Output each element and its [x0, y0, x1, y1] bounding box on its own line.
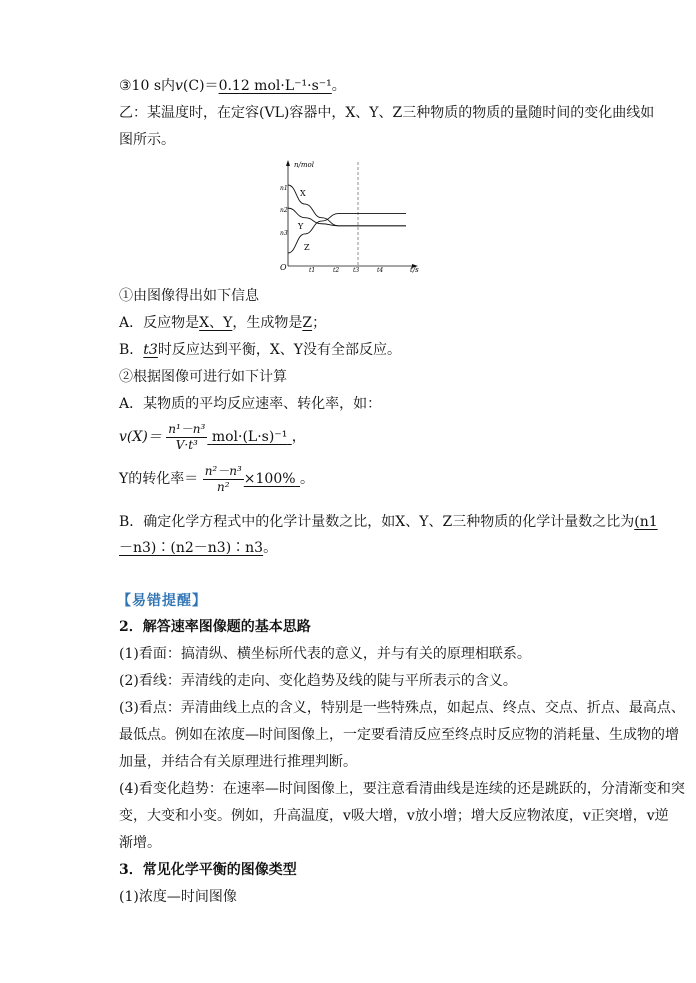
x-axis-label: t/s: [410, 266, 419, 273]
equilibrium-line: B．t3时反应达到平衡，X、Y没有全部反应。: [119, 342, 402, 358]
step-2: (2)看线：弄清线的走向、变化趋势及线的陡与平所表示的含义。: [119, 673, 517, 689]
answer-reactants: X、Y: [199, 315, 233, 331]
vx-fraction: $\frac{\text{n¹－n³}}{\text{V·t³}}$: [168, 421, 206, 452]
info-heading: ①由图像得出如下信息: [119, 288, 259, 304]
y-conversion-formula: Y的转化率＝ $\frac{\text{n²－n³}}{\text{n²}}$ ×100% 。: [119, 463, 315, 494]
step-3: (3)看点：弄清曲线上点的含义，特别是一些特殊点，如起点、终点、交点、折点、最高点、: [119, 700, 685, 716]
series-label-y: Y: [298, 222, 304, 231]
y-tick-n2: n2: [280, 207, 288, 214]
rate-c-line: ③10 s内v(C)＝0.12 mol·L⁻¹·s⁻¹。: [119, 78, 346, 94]
x-tick-t1: t1: [309, 267, 316, 273]
calc-a: A．某物质的平均反应速率、转化率，如：: [119, 396, 382, 412]
step-4-cont-1: 变，大变和小变。例如，升高温度，v吸大增，v放小增；增大反应物浓度，v正突增，v逆: [119, 808, 669, 824]
series-label-x: X: [300, 189, 306, 198]
step-3-cont-2: 加量，并结合有关原理进行推理判断。: [119, 754, 357, 770]
answer-t3: t3: [143, 342, 158, 358]
calc-heading: ②根据图像可进行如下计算: [119, 369, 287, 385]
x-tick-t2: t2: [333, 267, 340, 273]
paragraph-yi: 乙：某温度时，在定容(VL)容器中，X、Y、Z三种物质的物质的量随时间的变化曲线如: [119, 105, 655, 121]
step-4-cont-2: 渐增。: [119, 835, 161, 851]
origin-label: O: [280, 263, 287, 272]
series-y-curve: [288, 208, 406, 226]
answer-blank: 0.12 mol·L⁻¹·s⁻¹: [218, 78, 332, 94]
section-heading-2: 2．解答速率图像题的基本思路: [119, 619, 311, 635]
x-tick-t3: t3: [353, 267, 360, 273]
coefficient-ratio-line: B．确定化学方程式中的化学计量数之比，如X、Y、Z三种物质的化学计量数之比为(n1: [119, 514, 658, 530]
step-4: (4)看变化趋势：在速率—时间图像上，要注意看清曲线是连续的还是跳跃的，分清渐变和突: [119, 781, 685, 797]
y-conversion-answer: $\frac{\text{n²－n³}}{\text{n²}}$ ×100%: [204, 463, 296, 494]
reactant-line: A．反应物是X、Y，生成物是Z；: [119, 315, 327, 331]
step-1: (1)看面：搞清纵、横坐标所代表的意义，并与有关的原理相联系。: [119, 646, 531, 662]
step-3-cont-1: 最低点。例如在浓度—时间图像上，一定要看清反应至终点时反应物的消耗量、生成物的增: [119, 727, 679, 743]
error-reminder-label: 【易错提醒】: [117, 593, 207, 609]
y-axis-label: n/mol: [294, 161, 314, 169]
concentration-time-chart: [278, 158, 428, 273]
y-conversion-fraction: $\frac{\text{n²－n³}}{\text{n²}}$: [204, 463, 242, 494]
y-tick-n1: n1: [280, 185, 288, 192]
y-axis-arrow: [286, 160, 290, 166]
vx-formula: v(X)＝ $\frac{\text{n¹－n³}}{\text{V·t³}}$ mol·(L·s)⁻¹ ，: [119, 421, 306, 452]
vx-answer: $\frac{\text{n¹－n³}}{\text{V·t³}}$ mol·(L·s)⁻¹: [168, 421, 288, 452]
answer-products: Z: [302, 315, 313, 331]
coefficient-ratio-line-cont: －n3)∶(n2－n3)∶n3。: [119, 540, 278, 556]
section-heading-3: 3．常见化学平衡的图像类型: [119, 862, 297, 878]
y-tick-n3: n3: [280, 230, 288, 237]
paragraph-yi-cont: 图所示。: [119, 132, 175, 148]
chart-type-1: (1)浓度—时间图像: [119, 889, 237, 905]
series-label-z: Z: [304, 243, 310, 252]
x-tick-t4: t4: [377, 267, 384, 273]
